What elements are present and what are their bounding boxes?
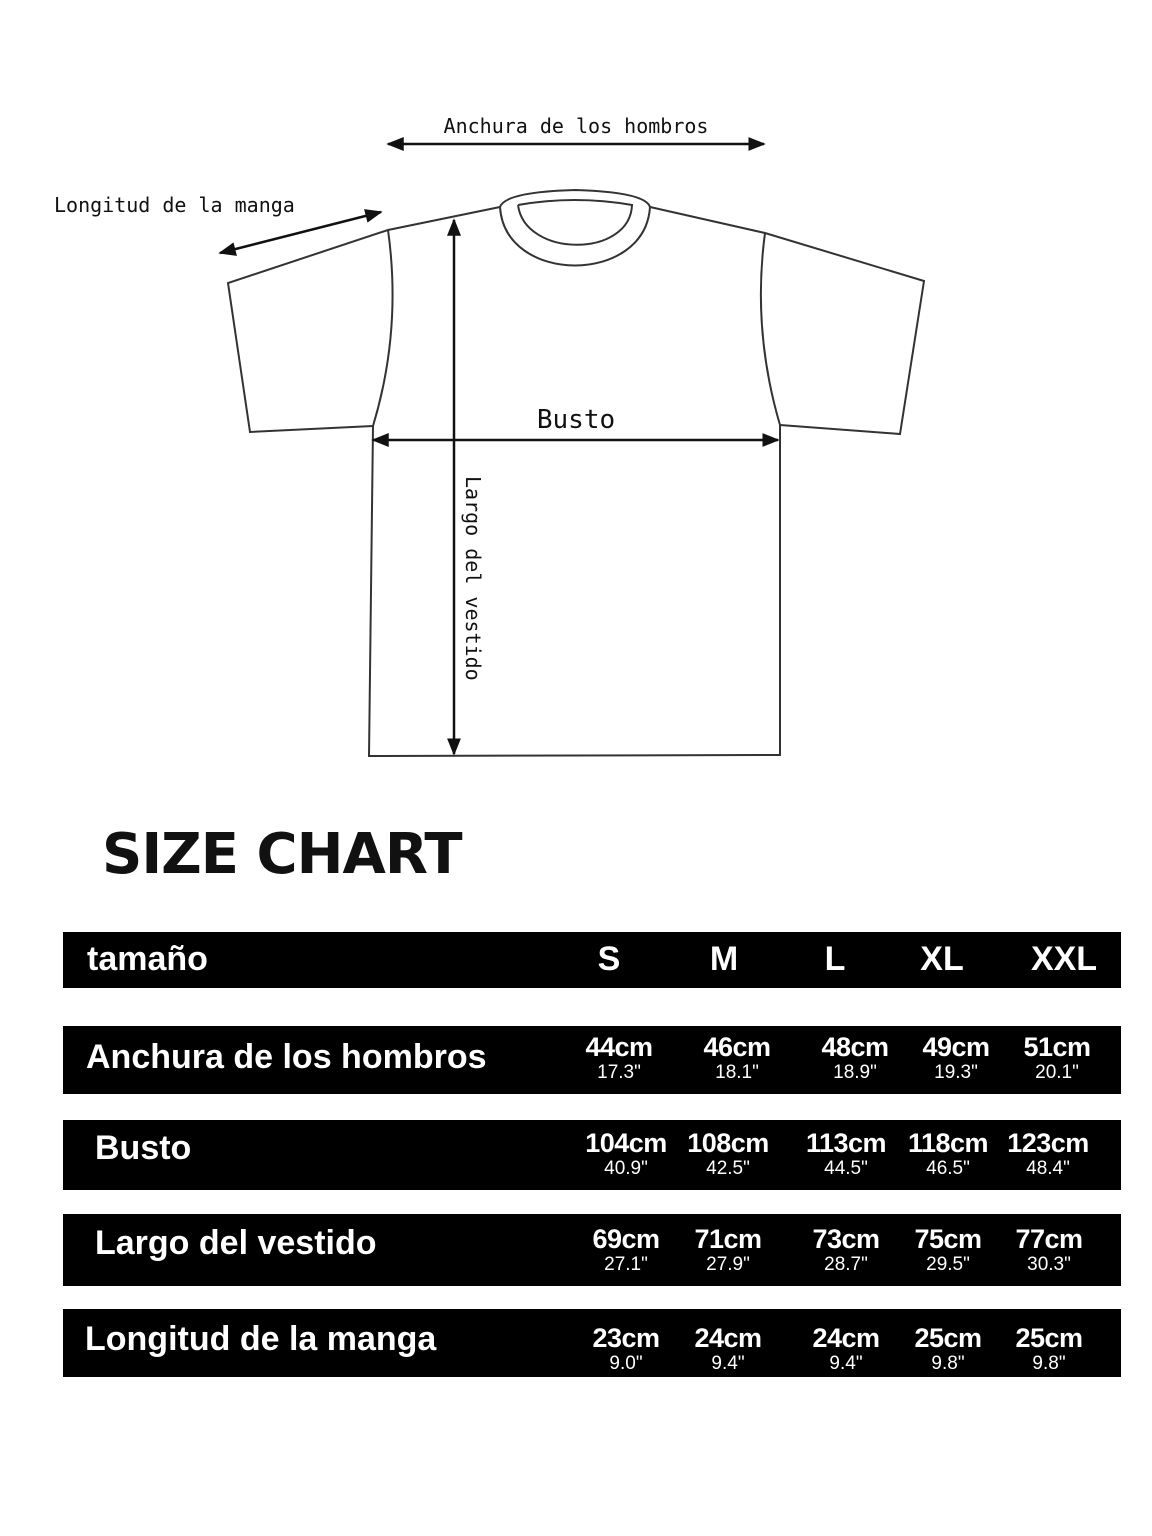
cm-value: 123cm — [1007, 1128, 1089, 1158]
cm-value: 49cm — [922, 1032, 990, 1062]
cm-value: 51cm — [1023, 1032, 1091, 1062]
sleeve-arrow — [220, 212, 381, 253]
row-label: Anchura de los hombros — [86, 1038, 487, 1076]
cell-xl — [893, 1128, 1003, 1180]
inch-value: 19.3" — [934, 1062, 978, 1083]
inch-value: 9.8" — [931, 1353, 965, 1374]
inch-value: 46.5" — [926, 1158, 970, 1179]
cell-l — [791, 1323, 901, 1375]
cell-m — [682, 1032, 792, 1084]
inch-value: 18.9" — [833, 1062, 877, 1083]
cell-l — [791, 1128, 901, 1180]
cm-value: 113cm — [805, 1128, 887, 1158]
size-head-xl: XL — [920, 940, 964, 978]
cell-m — [673, 1128, 783, 1180]
size-chart-title: SIZE CHART — [102, 822, 462, 887]
inch-value: 9.0" — [609, 1353, 643, 1374]
inch-value: 9.4" — [829, 1353, 863, 1374]
cell-s — [571, 1323, 681, 1375]
inch-value: 42.5" — [706, 1158, 750, 1179]
size-head-xxl: XXL — [1030, 940, 1098, 978]
cm-value: 25cm — [1015, 1323, 1083, 1353]
inch-value: 48.4" — [1026, 1158, 1070, 1179]
length-label: Largo del vestido — [461, 476, 485, 681]
inch-value: 9.4" — [711, 1353, 745, 1374]
cell-s — [564, 1032, 674, 1084]
size-header-label: tamaño — [87, 940, 208, 978]
row-label: Busto — [95, 1129, 192, 1167]
measurement-row-sleeve — [63, 1309, 1121, 1377]
cm-value: 44cm — [585, 1032, 653, 1062]
cell-xxl — [1002, 1032, 1112, 1084]
cell-xxl — [994, 1224, 1104, 1276]
cell-m — [673, 1224, 783, 1276]
cell-xxl — [993, 1128, 1103, 1180]
cell-xl — [901, 1032, 1011, 1084]
cell-l — [800, 1032, 910, 1084]
cell-xl — [893, 1224, 1003, 1276]
cm-value: 48cm — [821, 1032, 889, 1062]
cell-s — [571, 1128, 681, 1180]
inch-value: 28.7" — [824, 1254, 868, 1275]
inch-value: 40.9" — [604, 1158, 648, 1179]
cm-value: 77cm — [1015, 1224, 1083, 1254]
inch-value: 18.1" — [715, 1062, 759, 1083]
cm-value: 23cm — [592, 1323, 660, 1353]
row-label: Largo del vestido — [95, 1224, 377, 1262]
inch-value: 44.5" — [824, 1158, 868, 1179]
cm-value: 24cm — [812, 1323, 880, 1353]
cm-value: 73cm — [812, 1224, 880, 1254]
cm-value: 118cm — [907, 1128, 989, 1158]
cell-m — [673, 1323, 783, 1375]
bust-label: Busto — [536, 405, 616, 435]
inch-value: 27.1" — [604, 1254, 648, 1275]
cm-value: 24cm — [694, 1323, 762, 1353]
inch-value: 17.3" — [597, 1062, 641, 1083]
cm-value: 25cm — [914, 1323, 982, 1353]
inch-value: 27.9" — [706, 1254, 750, 1275]
measurement-arrows — [220, 144, 778, 754]
sleeve-label: Longitud de la manga — [54, 193, 295, 217]
inch-value: 9.8" — [1032, 1353, 1066, 1374]
inch-value: 20.1" — [1035, 1062, 1079, 1083]
cm-value: 75cm — [914, 1224, 982, 1254]
shoulder-label: Anchura de los hombros — [443, 114, 709, 138]
cm-value: 108cm — [687, 1128, 769, 1158]
inch-value: 29.5" — [926, 1254, 970, 1275]
cm-value: 71cm — [694, 1224, 762, 1254]
inch-value: 30.3" — [1027, 1254, 1071, 1275]
cell-xl — [893, 1323, 1003, 1375]
cm-value: 104cm — [585, 1128, 667, 1158]
measurement-row-shoulder — [63, 1026, 1121, 1094]
cell-l — [791, 1224, 901, 1276]
cm-value: 46cm — [703, 1032, 771, 1062]
row-label: Longitud de la manga — [85, 1320, 437, 1358]
tshirt-outline — [228, 190, 924, 756]
measurement-row-bust — [63, 1120, 1121, 1190]
cm-value: 69cm — [592, 1224, 660, 1254]
cell-xxl — [994, 1323, 1104, 1375]
size-header-band — [63, 932, 1121, 988]
size-head-l: L — [824, 940, 846, 978]
cell-s — [571, 1224, 681, 1276]
measurement-row-length — [63, 1214, 1121, 1286]
size-head-s: S — [597, 940, 621, 978]
size-head-m: M — [709, 940, 739, 978]
